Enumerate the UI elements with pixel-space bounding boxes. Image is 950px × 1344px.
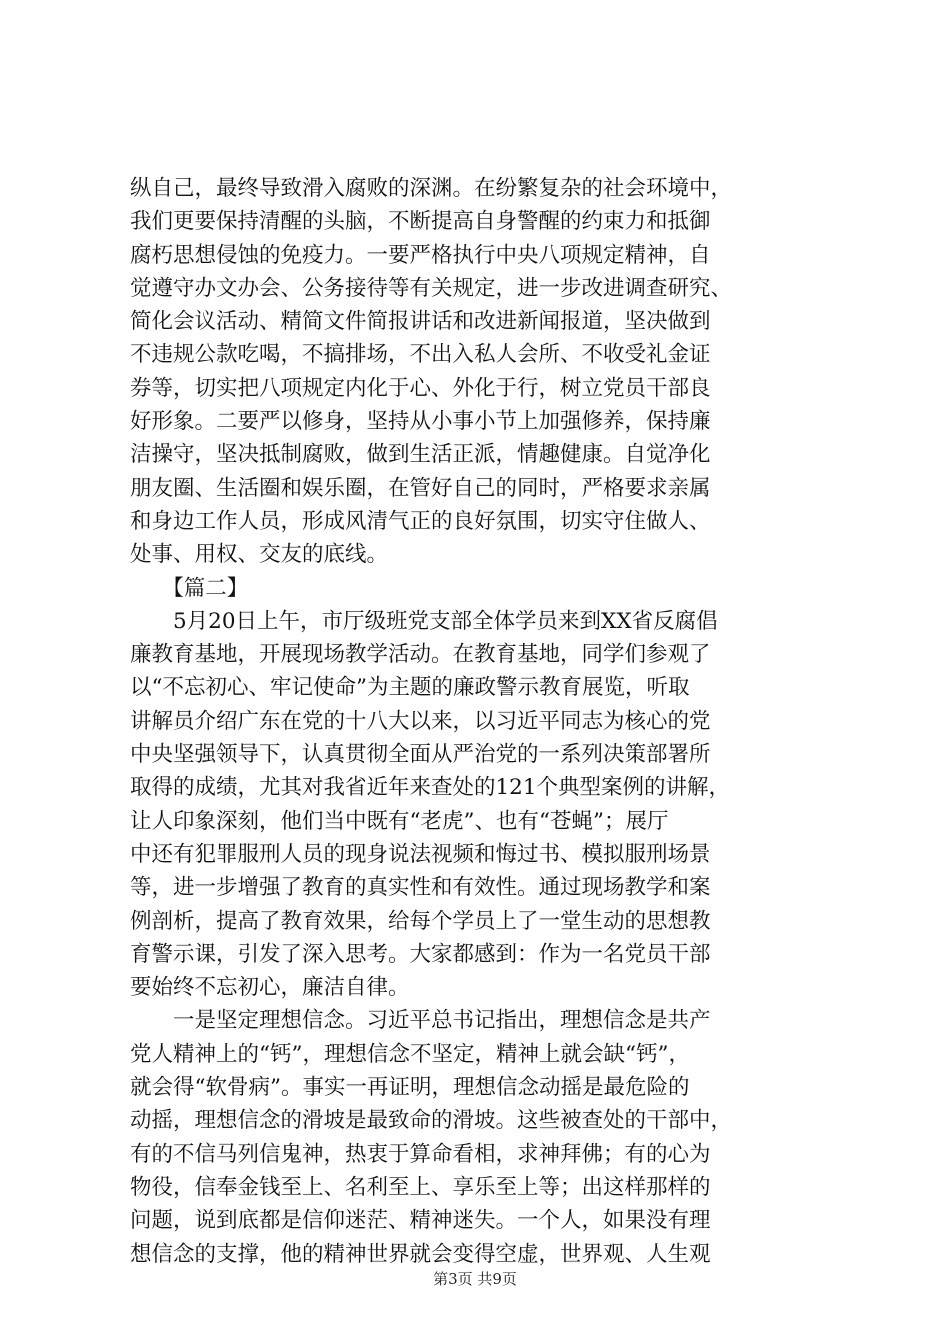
page-number-footer: 第3页 共9页 [433,1270,517,1288]
text-line: 廉教育基地，开展现场教学活动。在教育基地，同学们参观了 [130,642,711,668]
text-line: 想信念的支撑，他的精神世界就会变得空虚，世界观、人生观 [130,1241,711,1267]
text-line: 我们更要保持清醒的头脑，不断提高自身警醒的约束力和抵御 [130,209,711,235]
text-line: 处事、用权、交友的底线。 [130,542,389,568]
text-line: 要始终不忘初心，廉洁自律。 [130,975,410,1001]
text-line: 就会得“软骨病”。事实一再证明，理想信念动摇是最危险的 [130,1075,690,1101]
body-text [130,172,830,1271]
text-line: 中还有犯罪服刑人员的现身说法视频和悔过书、模拟服刑场景 [130,841,711,867]
text-line: 洁操守，坚决抵制腐败，做到生活正派，情趣健康。自觉净化 [130,442,711,468]
text-line: 中央坚强领导下，认真贯彻全面从严治党的一系列决策部署所 [130,742,711,768]
text-line: 腐朽思想侵蚀的免疫力。一要严格执行中央八项规定精神，自 [130,242,711,268]
text-line: 纵自己，最终导致滑入腐败的深渊。在纷繁复杂的社会环境中， [130,176,733,201]
text-line: 5月20日上午，市厅级班党支部全体学员来到XX省反腐倡 [130,608,718,634]
text-line: 朋友圈、生活圈和娱乐圈，在管好自己的同时，严格要求亲属 [130,475,711,501]
text-line: 育警示课，引发了深入思考。大家都感到：作为一名党员干部 [130,941,711,967]
text-line: 不违规公款吃喝，不搞排场，不出入私人会所、不收受礼金证 [130,342,711,368]
text-line: 党人精神上的“钙”，理想信念不坚定，精神上就会缺“钙”， [130,1041,690,1067]
text-line: 取得的成绩，尤其对我省近年来查处的121个典型案例的讲解， [130,775,731,801]
text-line: 讲解员介绍广东在党的十八大以来，以习近平同志为核心的党 [130,708,711,734]
text-line: 券等，切实把八项规定内化于心、外化于行，树立党员干部良 [130,375,711,401]
text-line: 以“不忘初心、牢记使命”为主题的廉政警示教育展览，听取 [130,675,690,701]
section-heading: 【篇二】 [130,575,249,601]
text-line: 一是坚定理想信念。习近平总书记指出，理想信念是共产 [130,1008,711,1034]
text-line: 简化会议活动、精简文件简报讲话和改进新闻报道，坚决做到 [130,309,711,335]
text-line: 觉遵守办文办会、公务接待等有关规定，进一步改进调查研究、 [130,275,733,301]
text-line: 动摇，理想信念的滑坡是最致命的滑坡。这些被查处的干部中， [130,1108,733,1134]
text-line: 问题，说到底都是信仰迷茫、精神迷失。一个人，如果没有理 [130,1208,711,1234]
text-line: 有的不信马列信鬼神，热衷于算命看相，求神拜佛；有的心为 [130,1141,711,1167]
text-line: 例剖析，提高了教育效果，给每个学员上了一堂生动的思想教 [130,908,711,934]
text-line: 让人印象深刻，他们当中既有“老虎”、也有“苍蝇”；展厅 [130,808,669,834]
text-line: 好形象。二要严以修身，坚持从小事小节上加强修养，保持廉 [130,409,711,435]
text-line: 和身边工作人员，形成风清气正的良好氛围，切实守住做人、 [130,508,711,534]
text-line: 物役，信奉金钱至上、名利至上、享乐至上等；出这样那样的 [130,1174,711,1200]
text-line: 等，进一步增强了教育的真实性和有效性。通过现场教学和案 [130,875,711,901]
